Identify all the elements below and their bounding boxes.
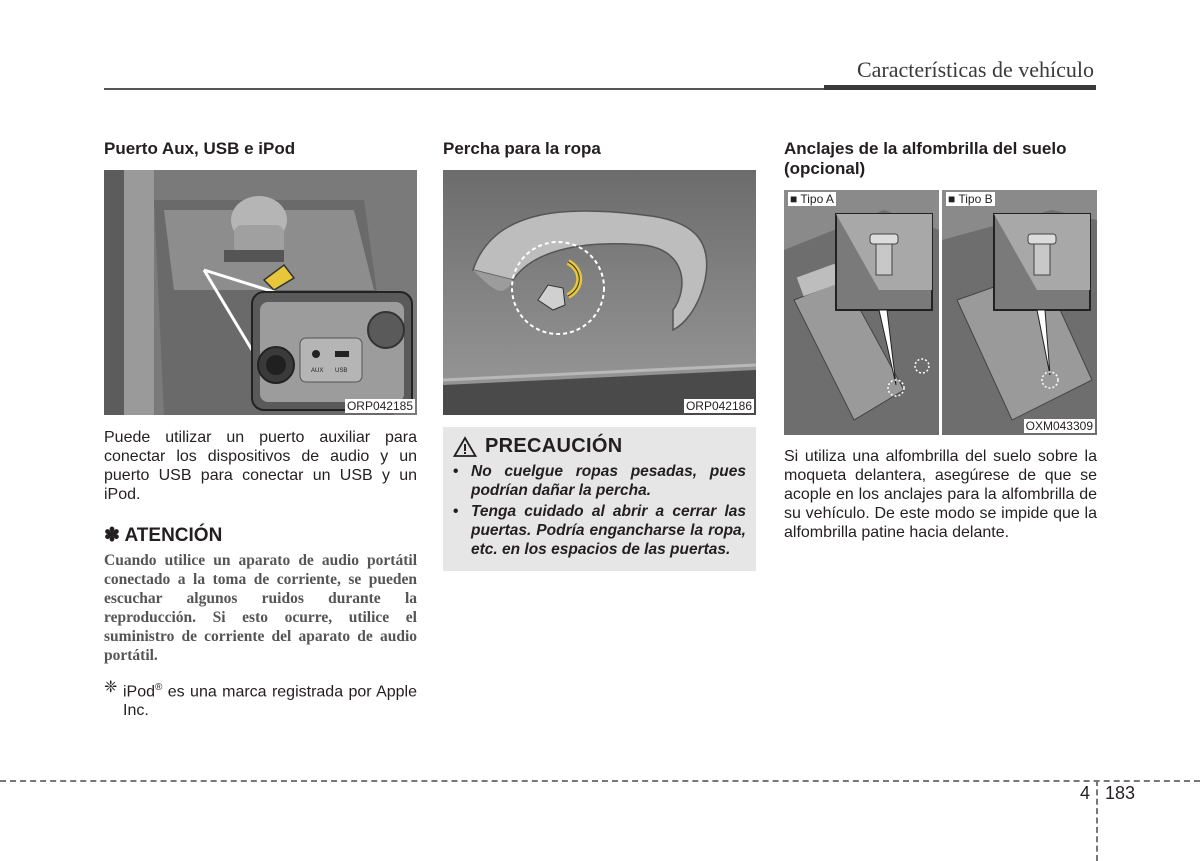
- attention-body: Cuando utilice un aparato de audio portátil conectado a la toma de corriente, se pueden escuchar algunos ruidos durante la reproducción. Si esto ocurre, utilice el suministro de corriente del aparato de audio portátil.: [104, 552, 417, 664]
- attention-star-icon: ✽: [104, 525, 120, 546]
- figure-code-hanger: ORP042186: [685, 399, 752, 413]
- aux-port-label: AUX: [311, 368, 324, 374]
- footer-dashed-rule: [0, 780, 1200, 782]
- figure-floor-mat-anchors: [784, 190, 1097, 435]
- section-heading-mat: Anclajes de la alfombrilla del suelo (opcional): [784, 139, 1067, 178]
- figure-type-b: [942, 190, 1097, 435]
- type-b-label: ■ Tipo B: [948, 192, 993, 206]
- warning-triangle-icon: [453, 436, 477, 458]
- column-floor-mat: [784, 138, 1097, 542]
- usb-port-label: USB: [335, 368, 348, 374]
- footer-vertical-rule: [1096, 780, 1098, 861]
- note-text: iPod® es una marca registrada por Apple Inc.: [123, 682, 417, 720]
- figure-aux-usb-port: [104, 170, 417, 415]
- column-aux-usb: [104, 138, 417, 720]
- section-heading-hanger: Percha para la ropa: [443, 139, 601, 158]
- figure-coat-hanger: [443, 170, 756, 415]
- caution-item: • Tenga cuidado al abrir a cerrar las puertas. Podría engancharse la ropa, etc. en los espacios de las puertas.: [453, 503, 746, 558]
- header-rule-accent: [824, 85, 1096, 90]
- figure-code-mat: OXM043309: [1025, 419, 1093, 433]
- page-number: 183: [1105, 783, 1136, 803]
- hanger-illustration: [443, 170, 756, 415]
- caution-header: [453, 435, 746, 458]
- note-asterisk-icon: ❈: [104, 679, 118, 696]
- caution-item: • No cuelgue ropas pesadas, pues podrían dañar la percha.: [453, 463, 746, 499]
- figure-type-a: [784, 190, 939, 435]
- mat-body-text: Si utiliza una alfombrilla del suelo sobre la moqueta delantera, asegúrese de que se acople en los anclajes para la alfombrilla de su vehículo. De este modo se impide que la alfombrilla patine hacia delante.: [784, 448, 1097, 541]
- caution-title: PRECAUCIÓN: [485, 435, 623, 457]
- aux-body-text: Puede utilizar un puerto auxiliar para conectar los dispositivos de audio y un puerto USB para conectar un USB y un iPod.: [104, 429, 417, 503]
- chapter-number: 4: [1080, 783, 1091, 803]
- figure-code-aux: ORP042185: [346, 399, 413, 413]
- caution-box: [443, 427, 756, 571]
- attention-heading: [104, 524, 417, 548]
- column-hanger: [443, 138, 756, 571]
- page-header-title: Características de vehículo: [856, 57, 1094, 82]
- attention-title: ATENCIÓN: [124, 525, 223, 546]
- caution-list: [453, 462, 746, 559]
- attention-block: [104, 524, 417, 665]
- section-heading-aux: Puerto Aux, USB e iPod: [104, 139, 296, 158]
- type-a-label: ■ Tipo A: [790, 192, 834, 206]
- console-illustration: [104, 170, 417, 415]
- ipod-trademark-note: [104, 678, 417, 720]
